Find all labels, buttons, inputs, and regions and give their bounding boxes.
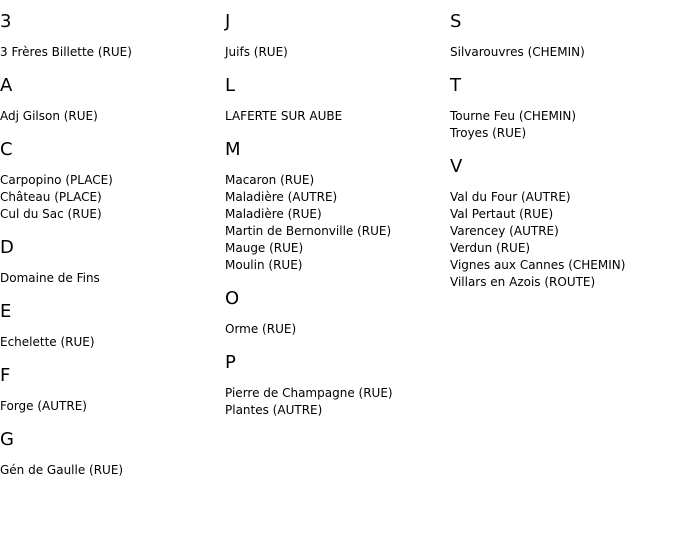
letter-group [450,12,675,61]
letter-group [0,366,225,415]
letter-heading: M [225,139,241,160]
letter-heading: S [450,11,462,32]
street-entry[interactable]: Plantes (AUTRE) [225,403,323,417]
street-entry[interactable]: Vignes aux Cannes (CHEMIN) [450,258,626,272]
letter-group [0,238,225,287]
street-entry[interactable]: Carpopino (PLACE) [0,173,113,187]
street-entry[interactable]: Maladière (RUE) [225,207,322,221]
letter-group [0,140,225,223]
street-entry[interactable]: Adj Gilson (RUE) [0,109,98,123]
street-entry[interactable]: Domaine de Fins [0,271,100,285]
letter-heading: 3 [0,11,12,32]
street-entry[interactable]: LAFERTE SUR AUBE [225,109,343,123]
street-list [0,172,225,223]
index-column [450,0,675,291]
letter-heading: V [450,156,463,177]
letter-group [450,157,675,291]
letter-group [0,12,225,61]
street-entry[interactable]: Val du Four (AUTRE) [450,190,571,204]
letter-group [0,430,225,479]
street-entry[interactable]: Verdun (RUE) [450,241,531,255]
street-list [0,398,225,415]
letter-heading: L [225,75,236,96]
letter-group [225,12,450,61]
letter-group [225,76,450,125]
street-list [0,462,225,479]
street-entry[interactable]: Macaron (RUE) [225,173,315,187]
letter-heading: A [0,75,13,96]
street-entry[interactable]: Cul du Sac (RUE) [0,207,102,221]
street-list [0,334,225,351]
street-entry[interactable]: Val Pertaut (RUE) [450,207,554,221]
letter-group [225,353,450,419]
street-list [225,44,450,61]
letter-heading: T [450,75,461,96]
letter-heading: J [225,11,231,32]
letter-group [0,302,225,351]
street-entry[interactable]: Maladière (AUTRE) [225,190,338,204]
street-entry[interactable]: Varencey (AUTRE) [450,224,559,238]
letter-group [450,76,675,142]
street-list [0,44,225,61]
street-list [450,44,675,61]
letter-group [225,140,450,274]
street-list [225,321,450,338]
letter-heading: C [0,139,13,160]
letter-heading: F [0,365,11,386]
street-list [225,172,450,274]
street-entry[interactable]: 3 Frères Billette (RUE) [0,45,132,59]
street-list [225,108,450,125]
street-list [0,108,225,125]
street-entry[interactable]: Martin de Bernonville (RUE) [225,224,392,238]
street-entry[interactable]: Moulin (RUE) [225,258,303,272]
letter-heading: D [0,237,14,258]
street-entry[interactable]: Mauge (RUE) [225,241,304,255]
street-entry[interactable]: Gén de Gaulle (RUE) [0,463,124,477]
letter-group [0,76,225,125]
street-entry[interactable]: Villars en Azois (ROUTE) [450,275,596,289]
letter-heading: P [225,352,236,373]
letter-heading: G [0,429,14,450]
street-entry[interactable]: Tourne Feu (CHEMIN) [450,109,577,123]
street-entry[interactable]: Echelette (RUE) [0,335,95,349]
street-entry[interactable]: Château (PLACE) [0,190,102,204]
street-list [450,108,675,142]
street-entry[interactable]: Forge (AUTRE) [0,399,87,413]
street-list [225,385,450,419]
street-entry[interactable]: Juifs (RUE) [225,45,288,59]
index-column [225,0,450,419]
letter-heading: E [0,301,12,322]
street-entry[interactable]: Silvarouvres (CHEMIN) [450,45,585,59]
street-list [450,189,675,291]
street-entry[interactable]: Orme (RUE) [225,322,297,336]
street-entry[interactable]: Troyes (RUE) [450,126,527,140]
letter-heading: O [225,288,240,309]
letter-group [225,289,450,338]
index-column [0,0,225,479]
street-list [0,270,225,287]
street-entry[interactable]: Pierre de Champagne (RUE) [225,386,393,400]
